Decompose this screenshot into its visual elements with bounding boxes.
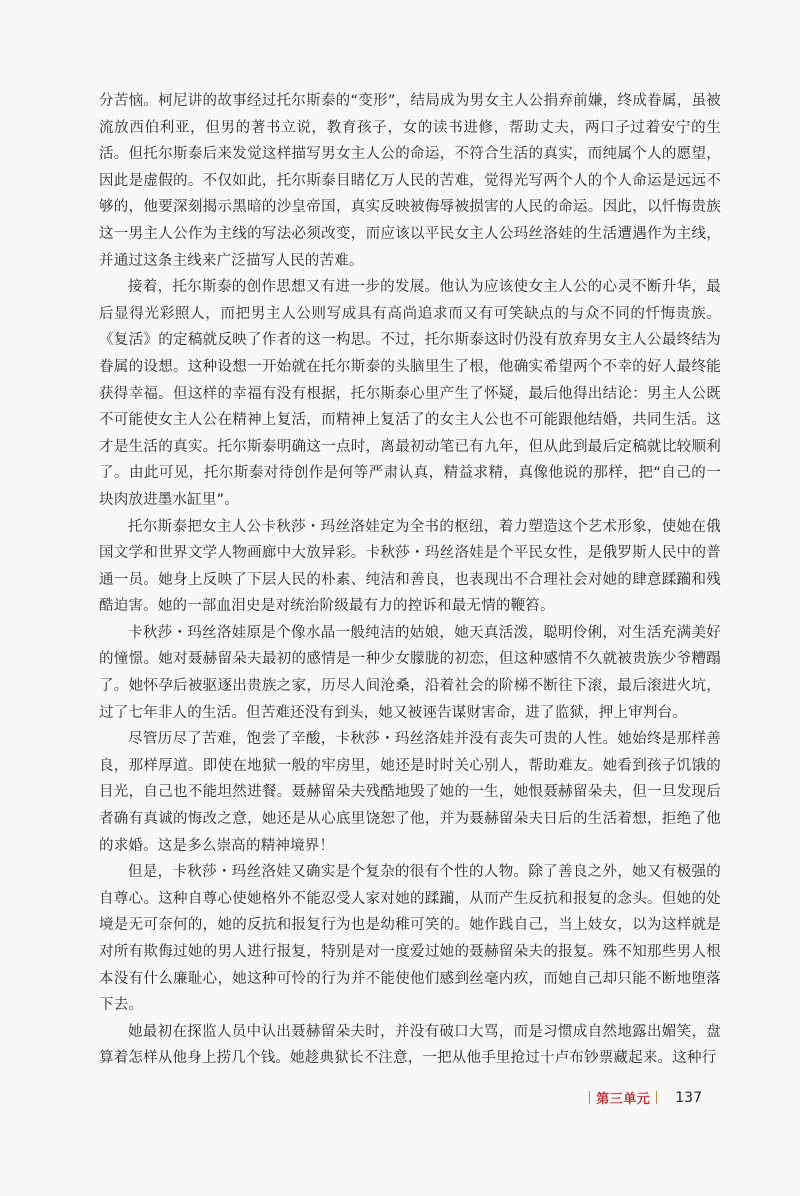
paragraph-5: 尽管历尽了苦难，饱尝了辛酸，卡秋莎・玛丝洛娃并没有丧失可贵的人性。她始终是那样善良，那样厚道。即使在地狱一般的牢房里，她还是时时关心别人，帮助难友。她看到孩子饥饿的目光，自己也不能坦然进餐。聂赫留朵夫残酷地毁了她的一生，她恨聂赫留朵夫，但一旦发现后者确有真诚的悔改之意，她还是从心底里饶恕了他，并为聂赫留朵夫日后的生活着想，拒绝了他的求婚。这是多么崇高的精神境界！ — [99, 731, 721, 854]
unit-label: 第三单元 — [596, 1092, 651, 1107]
paragraph-7: 她最初在探监人员中认出聂赫留朵夫时，并没有破口大骂，而是习惯成自然地露出媚笑，盘算着怎样从他身上捞几个钱。她趁典狱长不注意，一把从他手里抢过十卢布钞票藏起来。这种行 — [99, 1023, 721, 1067]
paragraph-4: 卡秋莎・玛丝洛娃原是个像水晶一般纯洁的姑娘，她天真活泼，聪明伶俐，对生活充满美好的憧憬。她对聂赫留朵夫最初的感情是一种少女朦胧的初恋，但这种感情不久就被贵族少爷糟蹋了。她怀孕后被驱逐出贵族之家，历尽人间沧桑，沿着社会的阶梯不断往下滚，最后滚进火坑，过了七年非人的生活。但苦难还没有到头，她又被诬告谋财害命，进了监狱，押上审判台。 — [99, 624, 721, 721]
paragraph-3: 托尔斯泰把女主人公卡秋莎・玛丝洛娃定为全书的枢纽，着力塑造这个艺术形象，使她在俄国文学和世界文学人物画廊中大放异彩。卡秋莎・玛丝洛娃是个平民女性，是俄罗斯人民中的普通一员。她身上反映了下层人民的朴素、纯洁和善良，也表现出不合理社会对她的肆意蹂躏和残酷迫害。她的一部血泪史是对统治阶级最有力的控诉和最无情的鞭笞。 — [99, 518, 721, 615]
paragraph-1: 分苦恼。柯尼讲的故事经过托尔斯泰的“变形”，结局成为男女主人公捐弃前嫌，终成眷属，虽被流放西伯利亚，但男的著书立说，教育孩子，女的读书进修，帮助丈夫，两口子过着安宁的生活。但托尔斯泰后来发觉这样描写男女主人公的命运，不符合生活的真实，而纯属个人的愿望，因此是虚假的。不仅如此，托尔斯泰目睹亿万人民的苦难，觉得光写两个人的个人命运是远远不够的，他要深刻揭示黑暗的沙皇帝国，真实反映被侮辱被损害的人民的命运。因此，以忏悔贵族这一男主人公作为主线的写法必须改变，而应该以平民女主人公玛丝洛娃的生活遭遇作为主线，并通过这条主线来广泛描写人民的苦难。 — [99, 93, 721, 269]
page-footer — [583, 1088, 702, 1107]
body-text — [99, 88, 721, 1072]
paragraph-2: 接着，托尔斯泰的创作思想又有进一步的发展。他认为应该使女主人公的心灵不断升华，最后显得光彩照人，而把男主人公则写成具有高尚追求而又有可笑缺点的与众不同的忏悔贵族。《复活》的定稿就反映了作者的这一构思。不过，托尔斯泰这时仍没有放弃男女主人公最终结为眷属的设想。这种设想一开始就在托尔斯泰的头脑里生了根，他确实希望两个不幸的好人最终能获得幸福。但这样的幸福有没有根据，托尔斯泰心里产生了怀疑，最后他得出结论：男主人公既不可能使女主人公在精神上复活，而精神上复活了的女主人公也不可能跟他结婚，共同生活。这才是生活的真实。托尔斯泰明确这一点时，离最初动笔已有九年，但从此到最后定稿就比较顺利了。由此可见，托尔斯泰对待创作是何等严肃认真，精益求精，真像他说的那样，把“自己的一块肉放进墨水缸里”。 — [99, 279, 721, 508]
footer-divider-right — [656, 1091, 657, 1104]
page-number: 137 — [675, 1089, 702, 1106]
paragraph-6: 但是，卡秋莎・玛丝洛娃又确实是个复杂的很有个性的人物。除了善良之外，她又有极强的自尊心。这种自尊心使她格外不能忍受人家对她的蹂躏，从而产生反抗和报复的念头。但她的处境是无可奈何的，她的反抗和报复行为也是幼稚可笑的。她作践自己，当上妓女，以为这样就是对所有欺侮过她的男人进行报复，特别是对一度爱过她的聂赫留朵夫的报复。殊不知那些男人根本没有什么廉耻心，她这种可怜的行为并不能使他们感到丝毫内疚，而她自己却只能不断地堕落下去。 — [99, 864, 721, 1014]
footer-divider-left — [589, 1091, 590, 1104]
